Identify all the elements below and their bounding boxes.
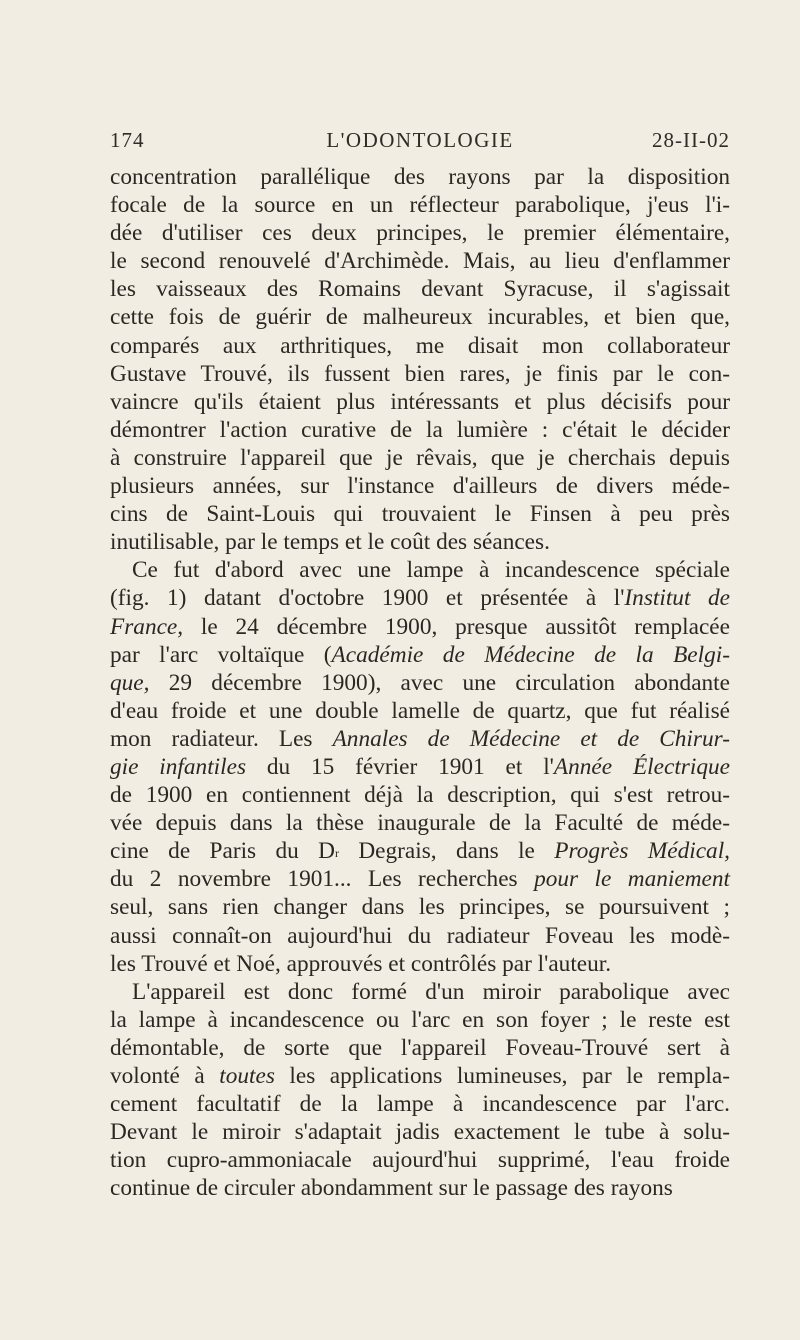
text-line: [110, 950, 730, 978]
text-line: [110, 191, 730, 219]
text-line: [110, 444, 730, 472]
text-line: [110, 865, 730, 893]
text-line: [110, 837, 730, 865]
text-run: 29 décembre 1900), avec une circulation abondante: [149, 669, 730, 696]
text-run: par l'arc voltaïque (: [110, 641, 332, 668]
text-line: [110, 781, 730, 809]
text-run: (fig. 1) datant d'octobre 1900 et présentée à l': [110, 585, 625, 612]
text-run: mon radiateur. Les: [110, 725, 333, 752]
text-line: [110, 275, 730, 303]
text-line: [110, 219, 730, 247]
text-line: [110, 556, 730, 584]
text-run: du 2 novembre 1901... Les recherches: [110, 866, 535, 893]
text-line: [110, 163, 730, 191]
text-run: volonté à: [110, 1063, 220, 1089]
text-run: cement facultatif de la lampe à incandescence par l'arc.: [110, 1091, 730, 1118]
text-line: [110, 1146, 730, 1174]
superscript: r: [334, 846, 339, 861]
text-run: les applications lumineuses, par le rempla-: [274, 1063, 730, 1089]
text-line: [110, 500, 730, 528]
text-run: de 1900 en contiennent déjà la description, qui s'est retrou-: [110, 782, 730, 809]
text-run: d'eau froide et une double lamelle de quartz, que fut réalisé: [110, 697, 730, 724]
text-run: seul, sans rien changer dans les principes, se poursuivent ;: [110, 894, 730, 921]
italic-text: Année Électrique: [553, 753, 730, 780]
text-line: [110, 641, 730, 669]
italic-text: Annales de Médecine et de Chirur-: [332, 725, 730, 752]
text-run: plusieurs années, sur l'instance d'ailleurs de divers méde-: [110, 473, 730, 500]
text-line: [110, 360, 730, 388]
text-run: inutilisable, par le temps et le coût des séances.: [110, 529, 550, 556]
text-run: dée d'utiliser ces deux principes, le premier élémentaire,: [110, 220, 730, 247]
text-run: vée depuis dans la thèse inaugurale de la Faculté de méde-: [110, 810, 730, 837]
text-line: [110, 697, 730, 725]
text-run: du 15 février 1901 et l': [246, 753, 554, 780]
text-run: Degrais, dans le: [338, 838, 555, 865]
text-line: [110, 1006, 730, 1034]
text-line: [110, 1034, 730, 1062]
text-run: comparés aux arthritiques, me disait mon collaborateur: [110, 332, 730, 359]
body-text: [110, 163, 730, 1202]
text-run: concentration parallélique des rayons par la disposition: [110, 164, 730, 190]
text-line: [110, 809, 730, 837]
text-line: [110, 247, 730, 275]
running-header: [110, 128, 730, 162]
text-line: [110, 753, 730, 781]
italic-text: Progrès Médical,: [554, 838, 730, 865]
text-run: cine de Paris du D: [110, 838, 335, 865]
text-line: [110, 388, 730, 416]
italic-text: France,: [110, 613, 184, 640]
text-run: Gustave Trouvé, ils fussent bien rares, je finis par le con-: [110, 360, 730, 387]
text-run: tion cupro-ammoniacale aujourd'hui supprimé, l'eau froide: [110, 1147, 730, 1174]
text-line: [110, 332, 730, 360]
text-line: [110, 613, 730, 641]
text-line: [110, 472, 730, 500]
page-number: 174: [110, 128, 145, 152]
text-line: [110, 416, 730, 444]
text-run: cette fois de guérir de malheureux incurables, et bien que,: [110, 304, 730, 331]
text-run: focale de la source en un réflecteur parabolique, j'eus l'i-: [110, 192, 730, 219]
text-line: [110, 922, 730, 950]
italic-text: pour le maniement: [534, 866, 730, 893]
italic-text: gie infantiles: [110, 753, 247, 780]
text-line: [110, 978, 730, 1006]
italic-text: que,: [110, 669, 150, 696]
text-line: [110, 669, 730, 697]
text-line: [110, 1118, 730, 1146]
text-line: [110, 584, 730, 612]
italic-text: Académie de Médecine de la Belgi-: [331, 641, 731, 668]
issue-date: 28-II-02: [652, 128, 730, 152]
text-run: le 24 décembre 1900, presque aussitôt remplacée: [183, 613, 730, 640]
text-run: Ce fut d'abord avec une lampe à incandescence spéciale: [132, 557, 730, 584]
text-run: les vaisseaux des Romains devant Syracuse, il s'agissait: [110, 276, 730, 303]
text-run: aussi connaît-on aujourd'hui du radiateur Foveau les modè-: [110, 922, 730, 949]
text-run: vaincre qu'ils étaient plus intéressants et plus décisifs pour: [110, 388, 730, 415]
text-line: [110, 1062, 730, 1090]
italic-text: toutes: [219, 1063, 275, 1089]
text-run: la lampe à incandescence ou l'arc en son foyer ; le reste est: [110, 1006, 730, 1033]
text-line: [110, 1174, 730, 1202]
italic-text: Institut de: [624, 585, 730, 612]
text-line: [110, 725, 730, 753]
text-line: [110, 303, 730, 331]
text-run: démontrer l'action curative de la lumière : c'était le décider: [110, 416, 730, 443]
text-run: Devant le miroir s'adaptait jadis exactement le tube à solu-: [110, 1119, 730, 1146]
journal-title: L'ODONTOLOGIE: [326, 128, 514, 152]
text-line: [110, 893, 730, 921]
text-run: cins de Saint-Louis qui trouvaient le Finsen à peu près: [110, 501, 730, 528]
text-run: démontable, de sorte que l'appareil Foveau-Trouvé sert à: [110, 1034, 730, 1061]
text-run: continue de circuler abondamment sur le passage des rayons: [110, 1175, 673, 1202]
text-run: L'appareil est donc formé d'un miroir parabolique avec: [132, 978, 730, 1005]
text-line: [110, 1090, 730, 1118]
text-run: à construire l'appareil que je rêvais, que je cherchais depuis: [110, 444, 730, 471]
text-run: le second renouvelé d'Archimède. Mais, au lieu d'enflammer: [110, 248, 730, 275]
text-run: les Trouvé et Noé, approuvés et contrôlés par l'auteur.: [110, 950, 612, 977]
text-line: [110, 528, 730, 556]
